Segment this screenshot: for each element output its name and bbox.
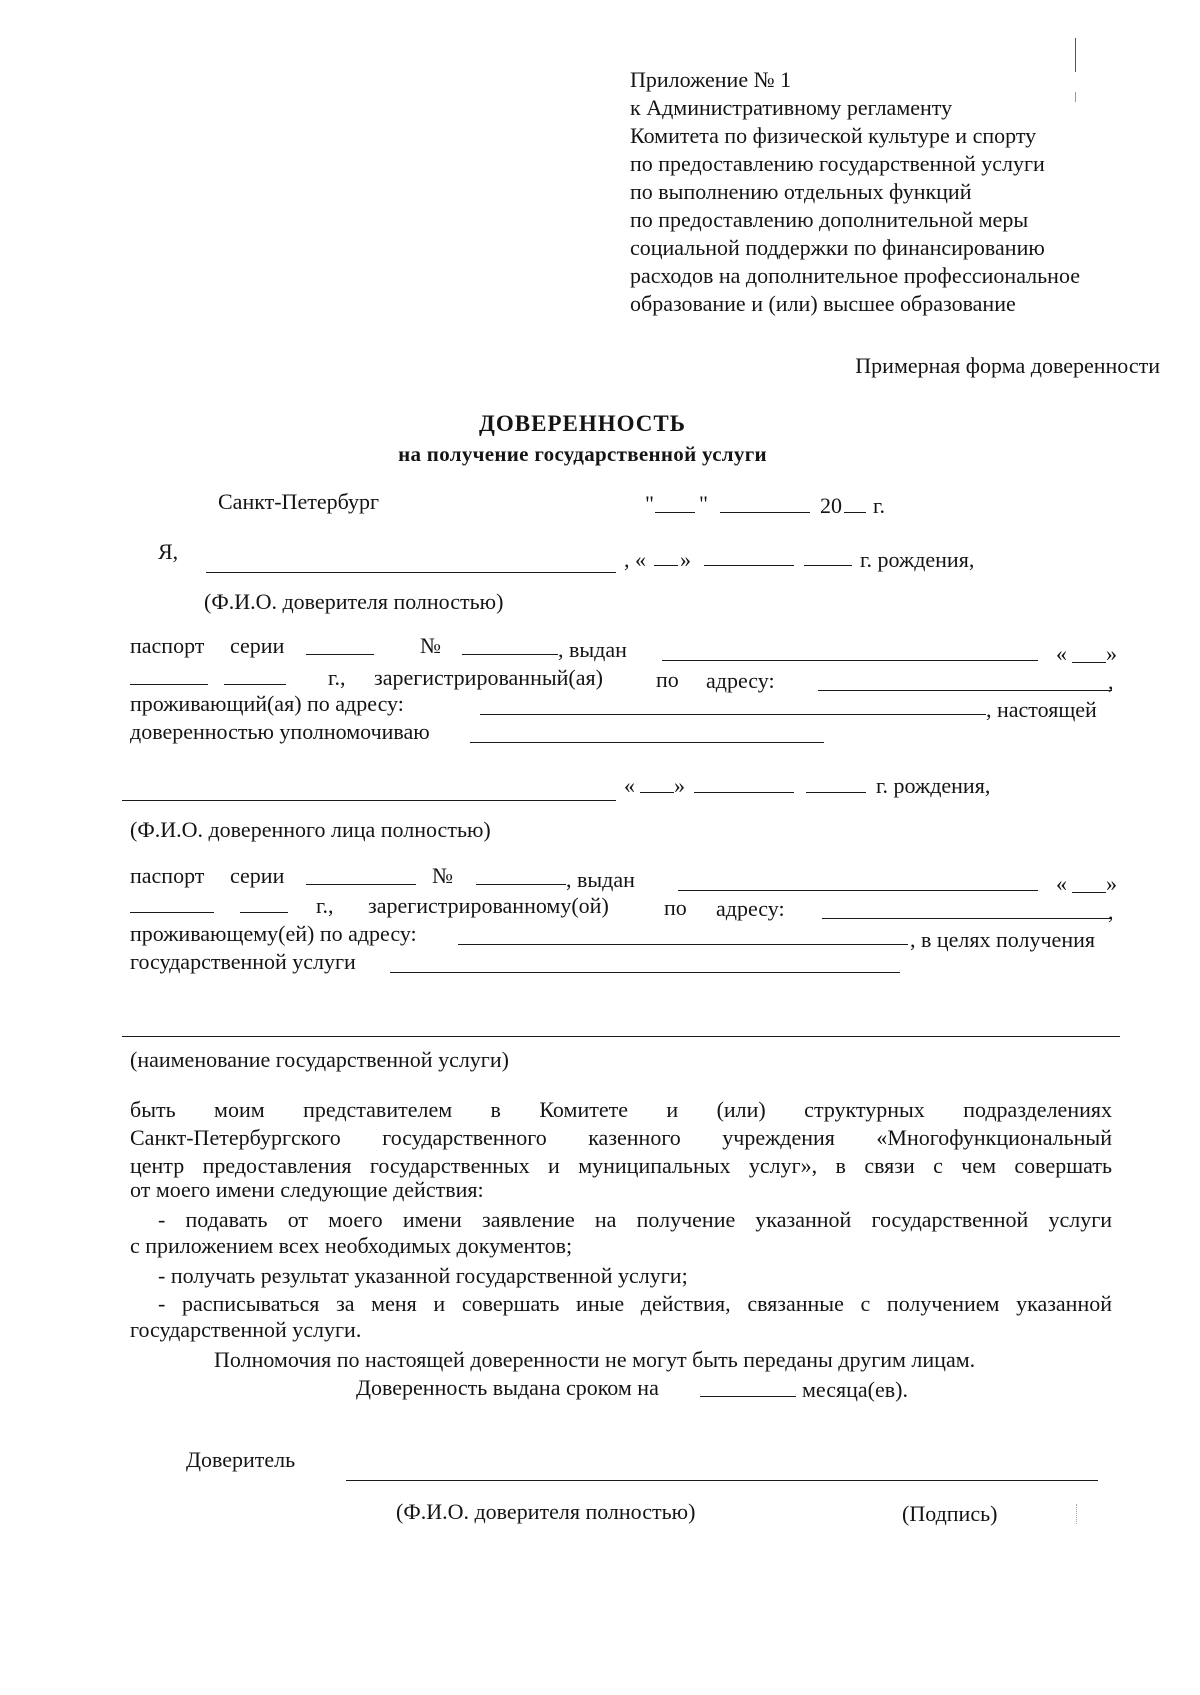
attorney-passport-label: паспорт xyxy=(130,863,205,888)
attorney-number-field[interactable] xyxy=(476,884,566,885)
principal-birth-open: , « xyxy=(624,547,646,572)
principal-this-label: , настоящей xyxy=(986,697,1097,722)
attorney-po-label: по xyxy=(664,895,687,920)
principal-registration-address-field[interactable] xyxy=(818,690,1112,691)
principal-authorize-field[interactable] xyxy=(470,742,824,743)
date-month-blank[interactable] xyxy=(720,512,810,513)
attorney-issue-day-open: « xyxy=(1056,871,1067,896)
signature-label: Доверитель xyxy=(186,1447,296,1472)
attorney-birth-month-blank[interactable] xyxy=(694,792,794,793)
no-transfer-text: Полномочия по настоящей доверенности не могут быть переданы другим лицам. xyxy=(214,1347,976,1372)
date-quote-open: " xyxy=(645,491,654,516)
attorney-name-field[interactable] xyxy=(122,800,616,801)
attorney-issue-year-blank[interactable] xyxy=(240,912,288,913)
principal-number-field[interactable] xyxy=(462,654,558,655)
attorney-issued-label: , выдан xyxy=(566,867,635,892)
date-day-blank[interactable] xyxy=(655,512,695,513)
attorney-address-label: адресу: xyxy=(716,896,785,921)
principal-address-label: адресу: xyxy=(706,668,775,693)
attorney-name-caption: (Ф.И.О. доверенного лица полностью) xyxy=(130,817,491,842)
attorney-comma: , xyxy=(1108,899,1114,924)
attorney-birth-close: » xyxy=(674,773,685,798)
document-subtitle: на получение государственной услуги xyxy=(398,442,767,466)
attorney-registration-address-field[interactable] xyxy=(822,918,1112,919)
service-name-field[interactable] xyxy=(122,1036,1120,1037)
principal-registered-label: зарегистрированный(ая) xyxy=(374,665,603,690)
attorney-living-label: проживающему(ей) по адресу: xyxy=(130,921,417,946)
principal-birth-year-blank[interactable] xyxy=(804,565,852,566)
principal-living-label: проживающий(ая) по адресу: xyxy=(130,691,404,716)
term-suffix: месяца(ев). xyxy=(802,1377,908,1402)
attorney-series-field[interactable] xyxy=(306,884,416,885)
body-line: государственной услуги. xyxy=(130,1317,362,1342)
scan-mark xyxy=(1076,1504,1077,1524)
body-line: - расписываться за меня и совершать иные действия, связанные с получением указанной xyxy=(158,1291,1112,1316)
principal-authorize-label: доверенностью уполномочиваю xyxy=(130,719,430,744)
body-line: быть моим представителем в Комитете и (или) структурных подразделениях xyxy=(130,1097,1112,1122)
appendix-line: по предоставлению государственной услуги xyxy=(630,151,1045,176)
body-line: центр предоставления государственных и муниципальных услуг», в связи с чем совершать xyxy=(130,1153,1112,1178)
attorney-service-label: государственной услуги xyxy=(130,949,356,974)
attorney-series-label: серии xyxy=(230,863,285,888)
principal-name-field[interactable] xyxy=(206,572,616,573)
attorney-birth-label: г. рождения, xyxy=(876,773,991,798)
principal-birth-day-blank[interactable] xyxy=(654,565,678,566)
principal-birth-close: » xyxy=(680,547,691,572)
document-title: ДОВЕРЕННОСТЬ xyxy=(479,411,686,436)
appendix-line: социальной поддержки по финансированию xyxy=(630,235,1045,260)
attorney-birth-open: « xyxy=(624,773,635,798)
principal-living-address-field[interactable] xyxy=(480,714,986,715)
attorney-issue-day-close: » xyxy=(1106,871,1117,896)
principal-issue-month-blank[interactable] xyxy=(130,684,208,685)
attorney-number-sign: № xyxy=(432,863,453,888)
attorney-issue-day-blank[interactable] xyxy=(1072,892,1106,893)
attorney-birth-day-blank[interactable] xyxy=(640,792,674,793)
attorney-year-abbr: г., xyxy=(316,893,334,918)
principal-comma: , xyxy=(1108,669,1114,694)
principal-issued-label: , выдан xyxy=(558,637,627,662)
attorney-issued-by-field[interactable] xyxy=(678,890,1038,891)
signature-name-field[interactable] xyxy=(346,1480,1098,1481)
principal-passport-label: паспорт xyxy=(130,633,205,658)
appendix-line: к Административному регламенту xyxy=(630,95,953,120)
appendix-line: расходов на дополнительное профессиональное xyxy=(630,263,1080,288)
date-year-blank[interactable] xyxy=(844,512,866,513)
appendix-line: Приложение № 1 xyxy=(630,67,792,92)
body-line: - получать результат указанной государственной услуги; xyxy=(158,1263,688,1288)
principal-birth-label: г. рождения, xyxy=(860,547,975,572)
appendix-line: образование и (или) высшее образование xyxy=(630,291,1016,316)
attorney-birth-year-blank[interactable] xyxy=(806,792,866,793)
body-line: Санкт-Петербургского государственного казенного учреждения «Многофункциональный xyxy=(130,1125,1112,1150)
principal-name-caption: (Ф.И.О. доверителя полностью) xyxy=(204,589,504,614)
term-prefix: Доверенность выдана сроком на xyxy=(356,1375,659,1400)
principal-series-label: серии xyxy=(230,633,285,658)
body-line: - подавать от моего имени заявление на получение указанной государственной услуги xyxy=(158,1207,1112,1232)
principal-po-label: по xyxy=(656,667,679,692)
date-quote-close: " xyxy=(699,491,708,516)
attorney-living-address-field[interactable] xyxy=(458,944,908,945)
principal-ya: Я, xyxy=(158,539,179,564)
signature-sign-caption: (Подпись) xyxy=(902,1501,998,1526)
attorney-purpose-label: , в целях получения xyxy=(910,927,1095,952)
service-name-caption: (наименование государственной услуги) xyxy=(130,1047,509,1072)
appendix-line: по выполнению отдельных функций xyxy=(630,179,972,204)
principal-year-abbr: г., xyxy=(328,665,346,690)
city: Санкт-Петербург xyxy=(218,489,379,514)
principal-issue-day-open: « xyxy=(1056,641,1067,666)
principal-issue-year-blank[interactable] xyxy=(224,684,286,685)
principal-issue-day-blank[interactable] xyxy=(1072,662,1106,663)
scan-mark xyxy=(1075,38,1076,72)
principal-birth-month-blank[interactable] xyxy=(704,565,794,566)
appendix-line: Комитета по физической культуре и спорту xyxy=(630,123,1037,148)
principal-issue-day-close: » xyxy=(1106,641,1117,666)
term-months-field[interactable] xyxy=(700,1396,796,1397)
date-year-prefix: 20 xyxy=(820,493,842,518)
attorney-issue-month-blank[interactable] xyxy=(130,912,214,913)
scan-mark xyxy=(1075,92,1076,102)
principal-issued-by-field[interactable] xyxy=(662,660,1038,661)
principal-series-field[interactable] xyxy=(306,654,374,655)
signature-name-caption: (Ф.И.О. доверителя полностью) xyxy=(396,1499,696,1524)
body-line: с приложением всех необходимых документов; xyxy=(130,1233,573,1258)
attorney-service-field[interactable] xyxy=(390,972,900,973)
appendix-line: по предоставлению дополнительной меры xyxy=(630,207,1029,232)
date-year-suffix: г. xyxy=(873,493,886,518)
principal-number-sign: № xyxy=(420,633,441,658)
form-note: Примерная форма доверенности xyxy=(855,353,1160,378)
attorney-registered-label: зарегистрированному(ой) xyxy=(368,893,609,918)
body-line: от моего имени следующие действия: xyxy=(130,1177,484,1202)
